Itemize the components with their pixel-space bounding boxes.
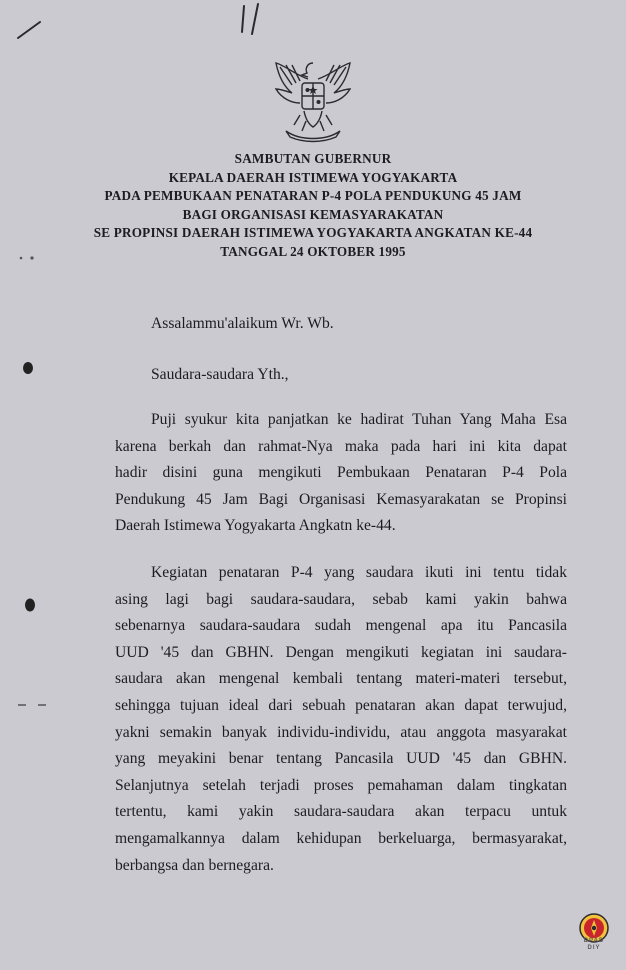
paragraph-line: berbangsa dan bernegara. [115,856,274,874]
paragraph-line: Selanjutnya setelah terjadi proses pemahaman dalam tingkatan [115,776,567,794]
heading-line-5: SE PROPINSI DAERAH ISTIMEWA YOGYAKARTA ANGKATAN KE-44 [93,225,533,240]
pen-mark-top-center [236,2,266,38]
heading-line-2: KEPALA DAERAH ISTIMEWA YOGYAKARTA [168,169,458,185]
paragraph-line: sehingga tujuan ideal dari sebuah penataran akan dapat terwujud, [115,696,567,714]
paragraph-line: yakni semakin banyak individu-individu, atau anggota masyarakat [115,723,567,741]
greeting-text: Assalammu'alaikum Wr. Wb. [151,315,334,332]
archive-stamp-label [576,938,612,952]
garuda-emblem-icon [270,55,356,145]
document-heading [0,150,626,261]
paragraph-1 [115,407,567,540]
punch-hole-1 [20,360,36,376]
paragraph-line: karena berkah dan rahmat-Nya maka pada hari ini kita dapat [115,437,567,455]
paragraph-line: Puji syukur kita panjatkan ke hadirat Tuhan Yang Maha Esa [151,411,567,428]
heading-line-1: SAMBUTAN GUBERNUR [234,151,392,166]
stamp-line-2: DIY [587,945,601,951]
paragraph-line: sebenarnya saudara-saudara sudah mengenal apa itu Pancasila [115,617,567,635]
stamp-line-1: DPAD [583,938,605,944]
paragraph-line: Pendukung 45 Jam Bagi Organisasi Kemasyarakatan se Propinsi [115,490,567,508]
paragraph-2 [115,560,567,879]
paragraph-line: asing lagi bagi saudara-saudara, sebab kami yakin bahwa [115,590,567,608]
punch-hole-2 [22,596,38,614]
heading-line-3: PADA PEMBUKAAN PENATARAN P-4 POLA PENDUKUNG 45 JAM [104,188,522,203]
pen-mark-top-left [14,18,44,42]
paragraph-line: saudara akan mengenal kembali tentang materi-materi tersebut, [115,670,567,688]
paragraph-line: hadir disini guna mengikuti Pembukaan Penataran P-4 Pola [115,464,567,482]
paragraph-line: yang meyakini benar tentang Pancasila UUD '45 dan GBHN. [115,750,567,768]
paragraph-line: UUD '45 dan GBHN. Dengan mengikuti kegiatan ini saudara- [115,643,567,661]
margin-dash [16,700,50,710]
heading-line-4: BAGI ORGANISASI KEMASYARAKATAN [182,206,444,222]
paragraph-line: mengamalkannya dalam kehidupan berkeluarga, bermasyarakat, [115,829,567,847]
paragraph-line: Daerah Istimewa Yogyakarta Angkatn ke-44. [115,517,396,535]
heading-line-6: TANGGAL 24 OKTOBER 1995 [220,243,406,259]
address-text: Saudara-saudara Yth., [151,366,289,383]
paragraph-line: tertentu, kami yakin saudara-saudara akan terpacu untuk [115,803,567,821]
paragraph-line: Kegiatan penataran P-4 yang saudara ikuti ini tentu tidak [151,564,567,581]
